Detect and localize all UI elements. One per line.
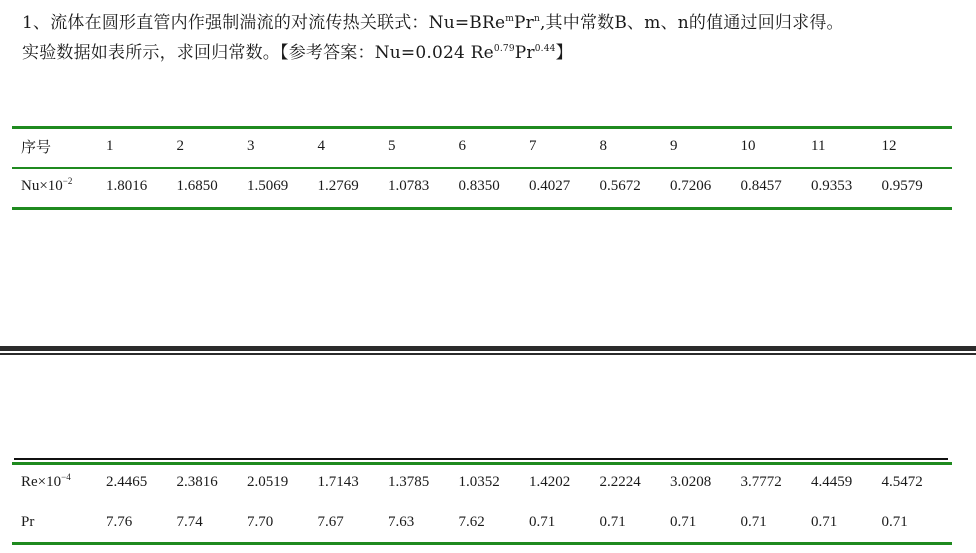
table-cell-pr: 7.76 — [106, 513, 133, 530]
problem-line-1-suffix: ,其中常数B、m、n的值通过回归求得。 — [539, 13, 844, 33]
table-cell-index: 5 — [388, 137, 396, 154]
table-cell-pr: 0.71 — [599, 513, 626, 530]
table-cell-nu: 0.5672 — [599, 177, 641, 194]
table-cell-re: 1.4202 — [529, 473, 571, 490]
table-cell-nu: 0.9579 — [881, 177, 923, 194]
table-cell-re: 1.7143 — [317, 473, 359, 490]
table-bottom-rule-bottom — [12, 542, 952, 545]
table-cell-pr: 0.71 — [811, 513, 838, 530]
exponent-n: n — [533, 14, 540, 24]
table-row-re — [12, 463, 952, 501]
table-cell-index: 9 — [670, 137, 678, 154]
table-cell-index: 12 — [881, 137, 897, 154]
table-cell-pr: 7.74 — [176, 513, 203, 530]
table-cell-index: 8 — [599, 137, 607, 154]
table-cell-index: 11 — [811, 137, 826, 154]
problem-line-2-prefix: 实验数据如表所示，求回归常数。【参考答案：Nu=0.024 Re — [22, 43, 494, 63]
problem-line-1-prefix: 1、流体在圆形直管内作强制湍流的对流传热关联式：Nu=BRe — [22, 13, 506, 33]
table-cell-index: 7 — [529, 137, 537, 154]
problem-line-1-pr: Pr — [513, 13, 534, 33]
table-cell-pr: 0.71 — [881, 513, 908, 530]
table-cell-index: 4 — [317, 137, 325, 154]
re-label-base: Re×10 — [21, 473, 62, 490]
table-cell-re: 1.3785 — [388, 473, 430, 490]
table-cell-re: 2.2224 — [599, 473, 641, 490]
table-cell-pr: 7.62 — [458, 513, 485, 530]
table-cell-nu: 1.2769 — [317, 177, 359, 194]
problem-statement — [22, 8, 962, 68]
table-cell-nu: 1.8016 — [106, 177, 148, 194]
re-cells — [106, 474, 952, 491]
table-cell-pr: 0.71 — [529, 513, 556, 530]
table-cell-index: 10 — [740, 137, 756, 154]
table-cell-pr: 0.71 — [670, 513, 697, 530]
table-cell-re: 2.3816 — [176, 473, 218, 490]
table-cell-pr: 7.70 — [247, 513, 274, 530]
page-separator-lower — [0, 353, 976, 355]
problem-line-2-suffix: 】 — [555, 43, 573, 63]
table-cell-re: 1.0352 — [458, 473, 500, 490]
problem-line-1 — [22, 8, 962, 38]
table-bottom-rule-top-black — [14, 458, 948, 460]
row-label-nu — [12, 175, 106, 195]
table-cell-nu: 1.6850 — [176, 177, 218, 194]
row-label-pr: Pr — [21, 513, 35, 530]
table-cell-re: 2.4465 — [106, 473, 148, 490]
table-cell-nu: 0.9353 — [811, 177, 853, 194]
table-cell-index: 3 — [247, 137, 255, 154]
table-cell-pr: 0.71 — [740, 513, 767, 530]
table-cell-nu: 0.8457 — [740, 177, 782, 194]
table-cell-nu: 0.4027 — [529, 177, 571, 194]
table-cell-re: 4.5472 — [881, 473, 923, 490]
row-label-index: 序号 — [21, 139, 52, 156]
row-label-re — [12, 471, 106, 491]
re-label-exponent: −4 — [61, 471, 71, 482]
nu-label-base: Nu×10 — [21, 177, 63, 194]
nu-label-exponent: −2 — [62, 175, 73, 186]
pr-cells — [106, 514, 952, 531]
nu-cells — [106, 178, 952, 195]
problem-line-2 — [22, 38, 962, 68]
answer-exponent-re: 0.79 — [493, 44, 515, 54]
index-cells — [106, 138, 952, 155]
table-cell-index: 1 — [106, 137, 114, 154]
table-cell-nu: 1.0783 — [388, 177, 430, 194]
data-table-bottom — [12, 463, 952, 541]
data-table-top — [12, 127, 952, 205]
table-cell-pr: 7.67 — [317, 513, 344, 530]
answer-exponent-pr: 0.44 — [534, 44, 556, 54]
page-separator-upper — [0, 346, 976, 351]
problem-line-2-pr: Pr — [514, 43, 535, 63]
table-cell-index: 2 — [176, 137, 184, 154]
table-row-pr — [12, 503, 952, 541]
table-cell-nu: 0.7206 — [670, 177, 712, 194]
exponent-m: m — [505, 14, 514, 24]
table-row-index — [12, 127, 952, 165]
table-cell-index: 6 — [458, 137, 466, 154]
table-row-nu — [12, 167, 952, 205]
table-cell-nu: 0.8350 — [458, 177, 500, 194]
table-cell-re: 3.0208 — [670, 473, 712, 490]
table-cell-nu: 1.5069 — [247, 177, 289, 194]
table-cell-re: 2.0519 — [247, 473, 289, 490]
table-cell-pr: 7.63 — [388, 513, 415, 530]
table-cell-re: 3.7772 — [740, 473, 782, 490]
table-top-rule-bottom — [12, 207, 952, 210]
table-cell-re: 4.4459 — [811, 473, 853, 490]
